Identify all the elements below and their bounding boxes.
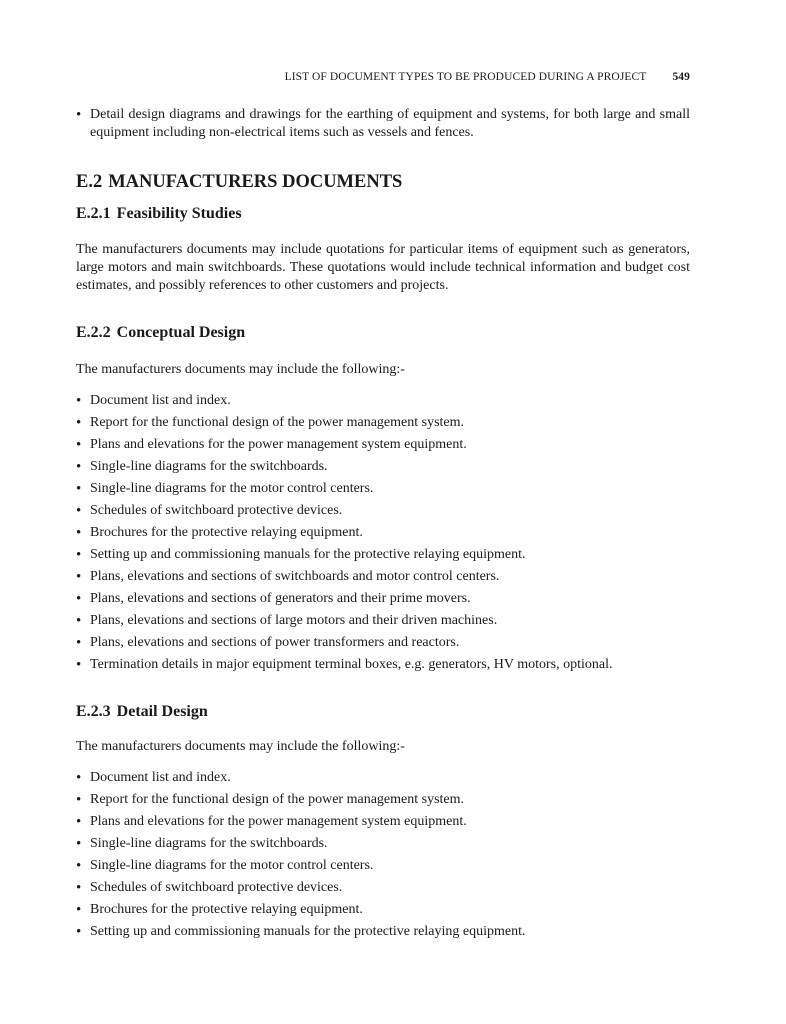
section-number: E.2 [76,172,103,192]
list-item: • Brochures for the protective relaying equipment. [76,901,690,923]
detail-design-list [76,769,690,945]
list-item: • Schedules of switchboard protective devices. [76,879,690,901]
conceptual-design-list [76,392,690,678]
list-item: • Setting up and commissioning manuals for the protective relaying equipment. [76,546,690,568]
list-item: • Report for the functional design of the power management system. [76,414,690,436]
subsection-title: Feasibility Studies [116,205,242,222]
feasibility-paragraph: The manufacturers documents may include quotations for particular items of equipment such as generators, large motors and main switchboards. These quotations would include technical information and budget cost estimates, and possibly references to other customers and projects. [76,242,690,293]
list-item: • Single-line diagrams for the motor control centers. [76,857,690,879]
section-title: MANUFACTURERS DOCUMENTS [108,172,403,192]
list-item: • Detail design diagrams and drawings for the earthing of equipment and systems, for both large and small equipment including non-electrical items such as vessels and fences. [76,106,690,142]
list-item: • Brochures for the protective relaying equipment. [76,524,690,546]
subsection-title: Conceptual Design [116,324,246,341]
list-item: • Plans and elevations for the power management system equipment. [76,813,690,835]
list-item: • Plans, elevations and sections of generators and their prime movers. [76,590,690,612]
list-item: • Plans, elevations and sections of large motors and their driven machines. [76,612,690,634]
page-number: 549 [672,71,690,83]
running-header [285,71,690,83]
list-item: • Plans and elevations for the power management system equipment. [76,436,690,458]
subsection-heading-e22 [76,324,245,342]
list-item: • Termination details in major equipment terminal boxes, e.g. generators, HV motors, optional. [76,656,690,678]
subsection-title: Detail Design [116,703,208,720]
section-heading-e2 [76,172,402,193]
list-item: • Plans, elevations and sections of switchboards and motor control centers. [76,568,690,590]
list-item: • Single-line diagrams for the switchboards. [76,835,690,857]
subsection-heading-e21 [76,205,242,223]
list-item: • Schedules of switchboard protective devices. [76,502,690,524]
subsection-number: E.2.2 [76,324,111,341]
list-item: • Document list and index. [76,769,690,791]
list-item: • Plans, elevations and sections of power transformers and reactors. [76,634,690,656]
list-item: • Setting up and commissioning manuals for the protective relaying equipment. [76,923,690,945]
list-item: • Single-line diagrams for the motor control centers. [76,480,690,502]
conceptual-intro: The manufacturers documents may include the following:- [76,362,405,377]
subsection-number: E.2.1 [76,205,111,222]
carryover-bullet-list [76,106,690,142]
subsection-number: E.2.3 [76,703,111,720]
list-item: • Document list and index. [76,392,690,414]
list-item: • Report for the functional design of the power management system. [76,791,690,813]
running-title: LIST OF DOCUMENT TYPES TO BE PRODUCED DURING A PROJECT [284,71,647,83]
detail-intro: The manufacturers documents may include the following:- [76,739,405,754]
subsection-heading-e23 [76,703,208,721]
list-item: • Single-line diagrams for the switchboards. [76,458,690,480]
